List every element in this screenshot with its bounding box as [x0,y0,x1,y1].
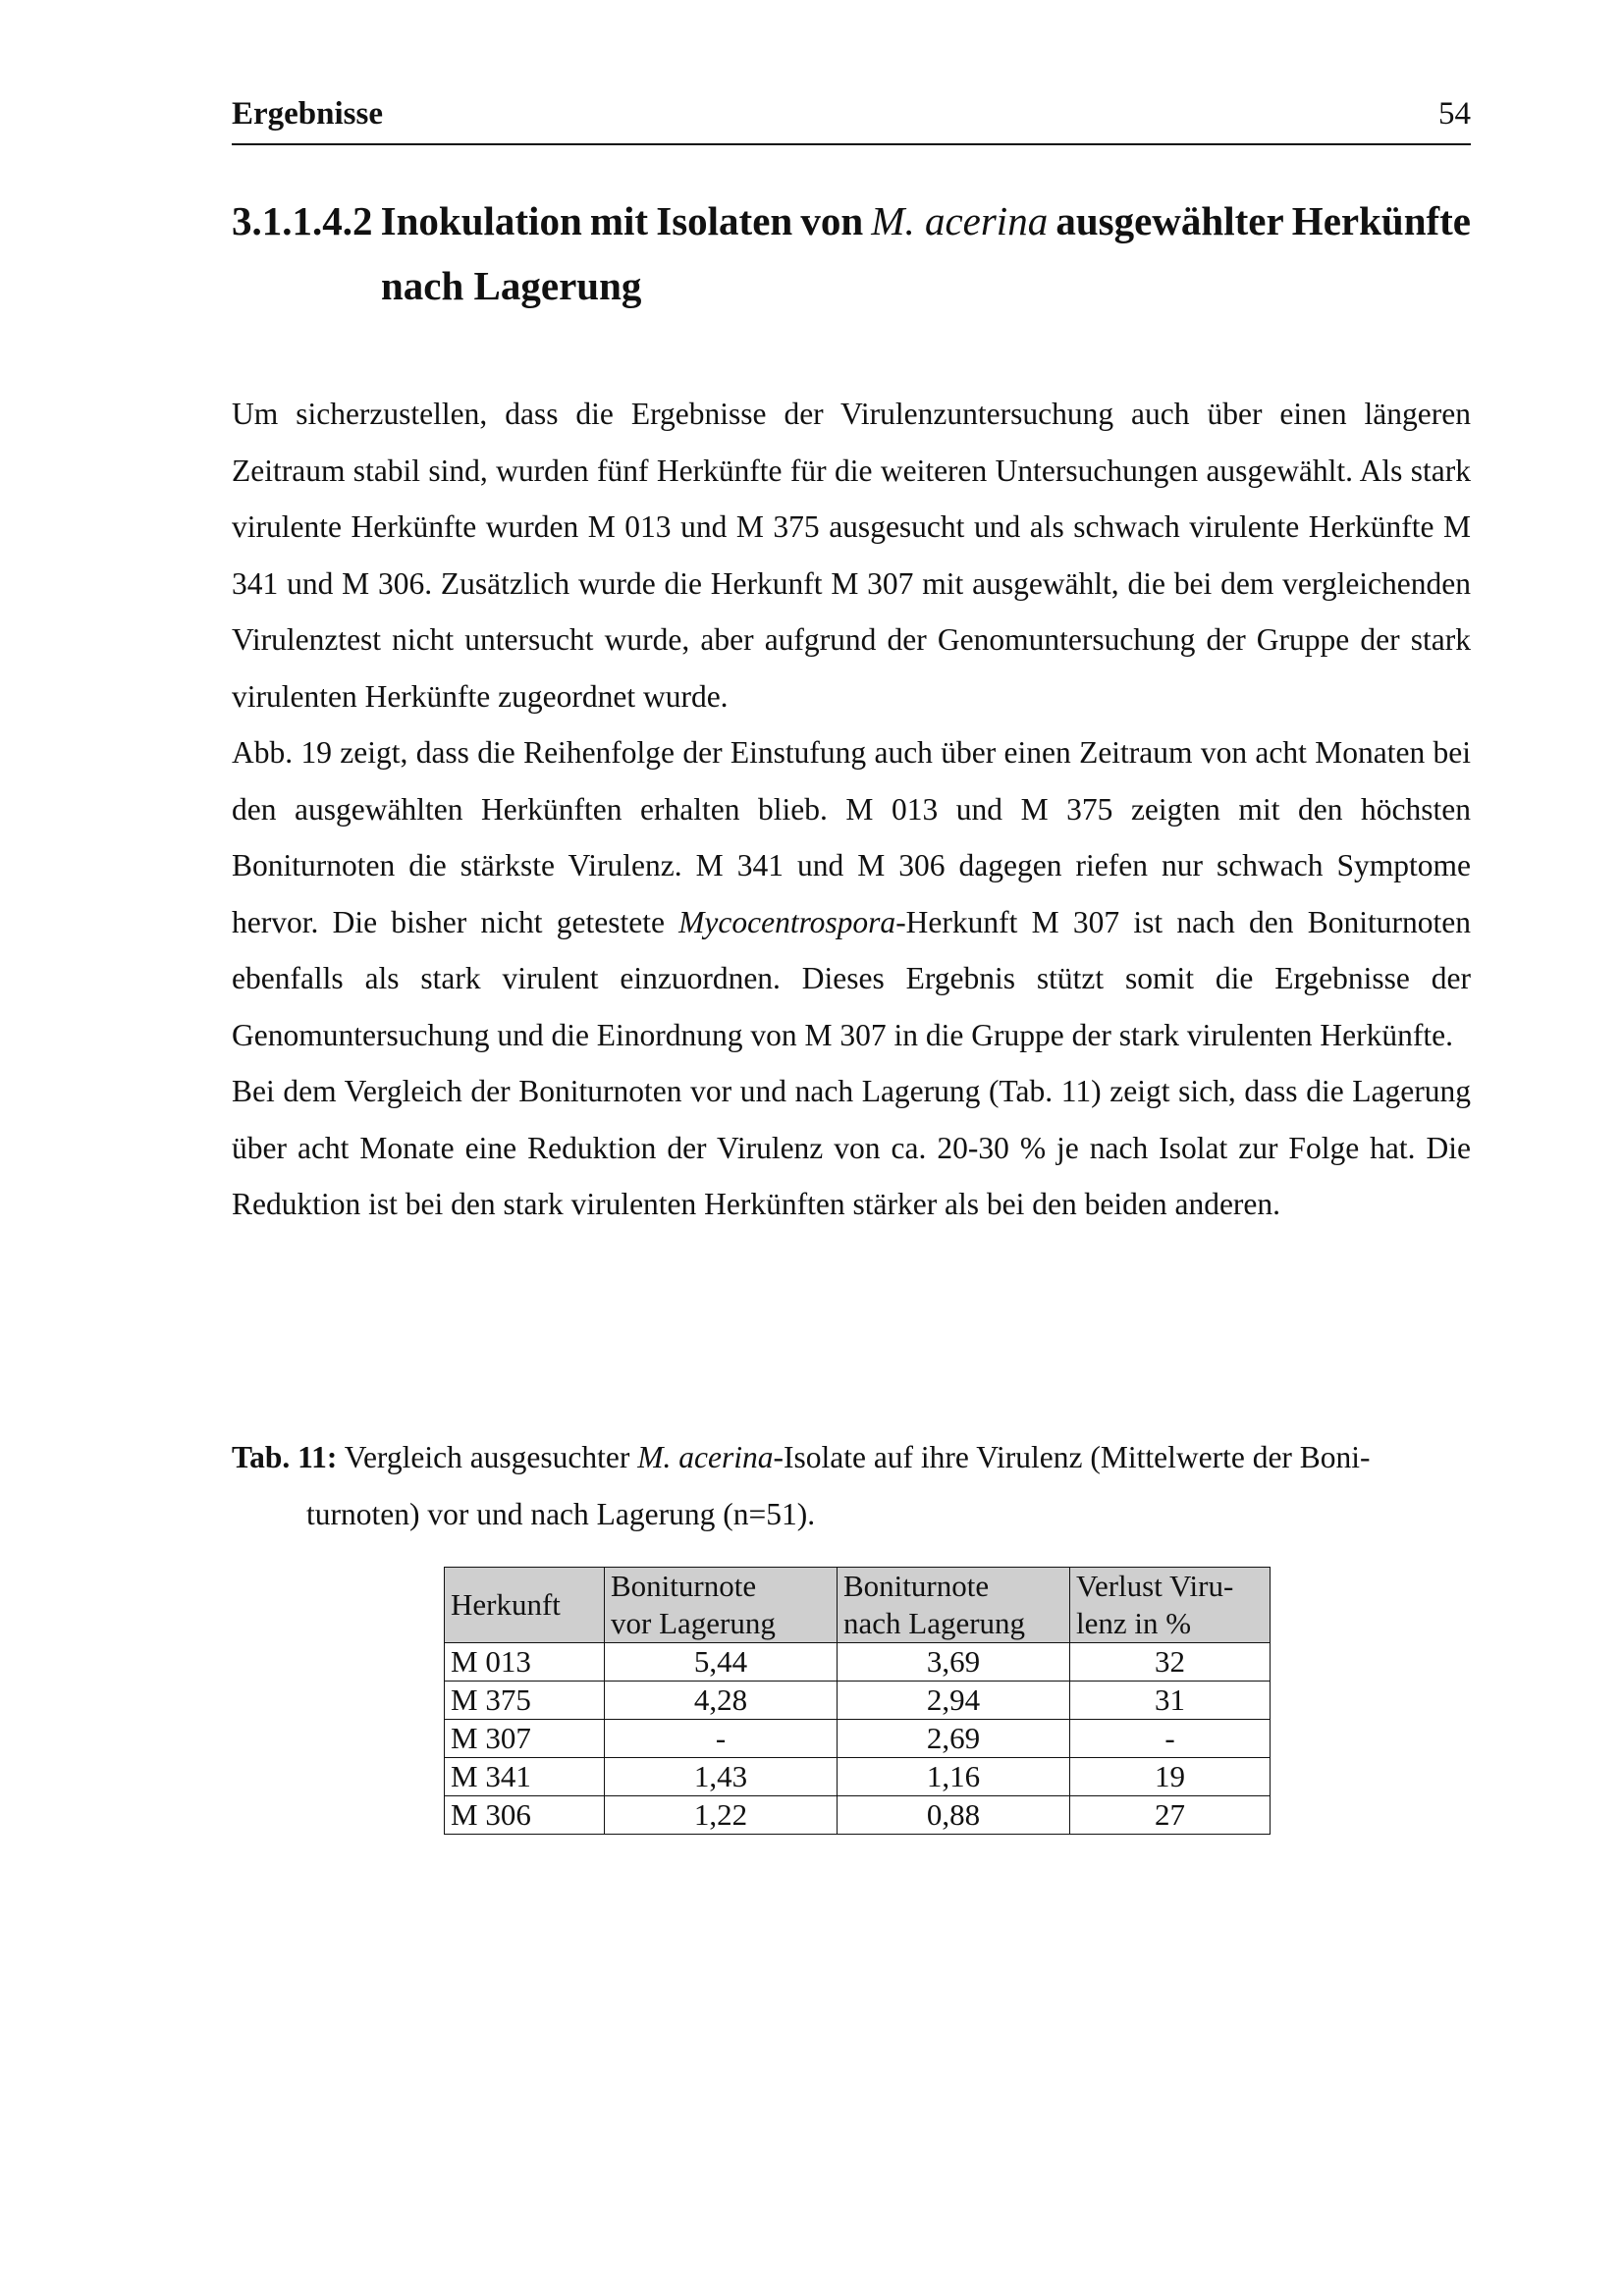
section-heading-line1 [232,188,1471,253]
paragraph-2-part-b: -Herkunft M 307 ist nach den Boniturnoten ebenfalls als stark virulent einzuordnen. Dieses Ergebnis stützt somit die Ergebnisse der Genomuntersuchung und die Einordnung von M 307 in die Gruppe der stark virulenten Herkünfte. [232,904,1471,1052]
cell-verlust: 32 [1070,1643,1271,1682]
cell-herkunft: M 307 [445,1720,605,1758]
header-line: nach Lagerung [843,1606,1026,1640]
paragraph-2 [232,724,1471,1063]
table-caption-text-c: turnoten) vor und nach Lagerung (n=51). [306,1497,816,1531]
section-heading-line2: nach Lagerung [381,263,642,308]
cell-vor: 5,44 [605,1643,838,1682]
header-line: Verlust Viru- [1076,1569,1234,1603]
header-line: lenz in % [1076,1606,1192,1640]
table-row [445,1643,1271,1682]
heading-word: Isolaten [656,198,793,243]
cell-verlust: 31 [1070,1682,1271,1720]
table-row [445,1682,1271,1720]
heading-word: Herkünfte [1291,198,1471,243]
cell-vor: 1,22 [605,1796,838,1835]
cell-verlust: 19 [1070,1758,1271,1796]
header-vor-lagerung [605,1568,838,1643]
cell-herkunft: M 341 [445,1758,605,1796]
cell-verlust: 27 [1070,1796,1271,1835]
cell-herkunft: M 375 [445,1682,605,1720]
paragraph-3: Bei dem Vergleich der Boniturnoten vor und nach Lagerung (Tab. 11) zeigt sich, dass die Lagerung über acht Monate eine Reduktion der Virulenz von ca. 20-30 % je nach Isolat zur Folge hat. Die Reduktion ist bei den stark virulenten Herkünften stärker als bei den beiden anderen. [232,1074,1471,1221]
heading-word: mit [589,198,649,243]
header-line: Boniturnote [843,1569,990,1603]
heading-word: von [800,198,864,243]
heading-word: ausgewählter [1055,198,1284,243]
cell-vor: 4,28 [605,1682,838,1720]
cell-vor: 1,43 [605,1758,838,1796]
body-text [232,386,1471,1233]
table-row [445,1720,1271,1758]
genus-name: Mycocentrospora [678,904,896,939]
heading-number: 3.1.1.4.2 [232,198,373,243]
cell-vor: - [605,1720,838,1758]
cell-nach: 2,69 [838,1720,1070,1758]
paragraph-1: Um sicherzustellen, dass die Ergebnisse der Virulenzuntersuchung auch über einen längeren Zeitraum stabil sind, wurden fünf Herkünfte für die weiteren Untersuchungen ausgewählt. Als stark virulente Herkünfte wurden M 013 und M 375 ausgesucht und als schwach virulente Herkünfte M 341 und M 306. Zusätzlich wurde die Herkunft M 307 mit ausgewählt, die bei dem vergleichenden Virulenztest nicht untersucht wurde, aber aufgrund der Genomuntersuchung der Gruppe der stark virulenten Herkünfte zugeordnet wurde. [232,397,1471,714]
heading-word: Inokulation [380,198,582,243]
cell-herkunft: M 306 [445,1796,605,1835]
header-nach-lagerung [838,1568,1070,1643]
cell-herkunft: M 013 [445,1643,605,1682]
page-number: 54 [1438,96,1471,132]
cell-nach: 2,94 [838,1682,1070,1720]
table-caption-label: Tab. 11: [232,1440,338,1474]
cell-nach: 3,69 [838,1643,1070,1682]
header-herkunft: Herkunft [445,1568,605,1643]
cell-nach: 0,88 [838,1796,1070,1835]
table-header-row [445,1568,1271,1643]
table-row [445,1758,1271,1796]
results-table [444,1567,1271,1835]
paragraph-2-part-a: Abb. 19 zeigt, dass die Reihenfolge der Einstufung auch über einen Zeitraum von acht Monaten bei den ausgewählten Herkünften erhalten blieb. M 013 und M 375 zeigten mit den höchsten Boniturnoten die stärkste Virulenz. M 341 und M 306 dagegen riefen nur schwach Symptome hervor. Die bisher nicht getestete [232,735,1471,939]
cell-verlust: - [1070,1720,1271,1758]
section-heading [232,188,1471,318]
header-verlust [1070,1568,1271,1643]
table-row [445,1796,1271,1835]
heading-species: M. acerina [871,198,1049,243]
cell-nach: 1,16 [838,1758,1070,1796]
table-caption-text-b: -Isolate auf ihre Virulenz (Mittelwerte der Boni- [773,1440,1371,1474]
table-caption-species: M. acerina [637,1440,774,1474]
running-head-section: Ergebnisse [232,96,384,132]
table-caption-text-a: Vergleich ausgesuchter [337,1440,638,1474]
header-line: vor Lagerung [611,1606,776,1640]
running-head [232,94,1471,145]
header-line: Boniturnote [611,1569,757,1603]
table-caption [232,1429,1471,1543]
